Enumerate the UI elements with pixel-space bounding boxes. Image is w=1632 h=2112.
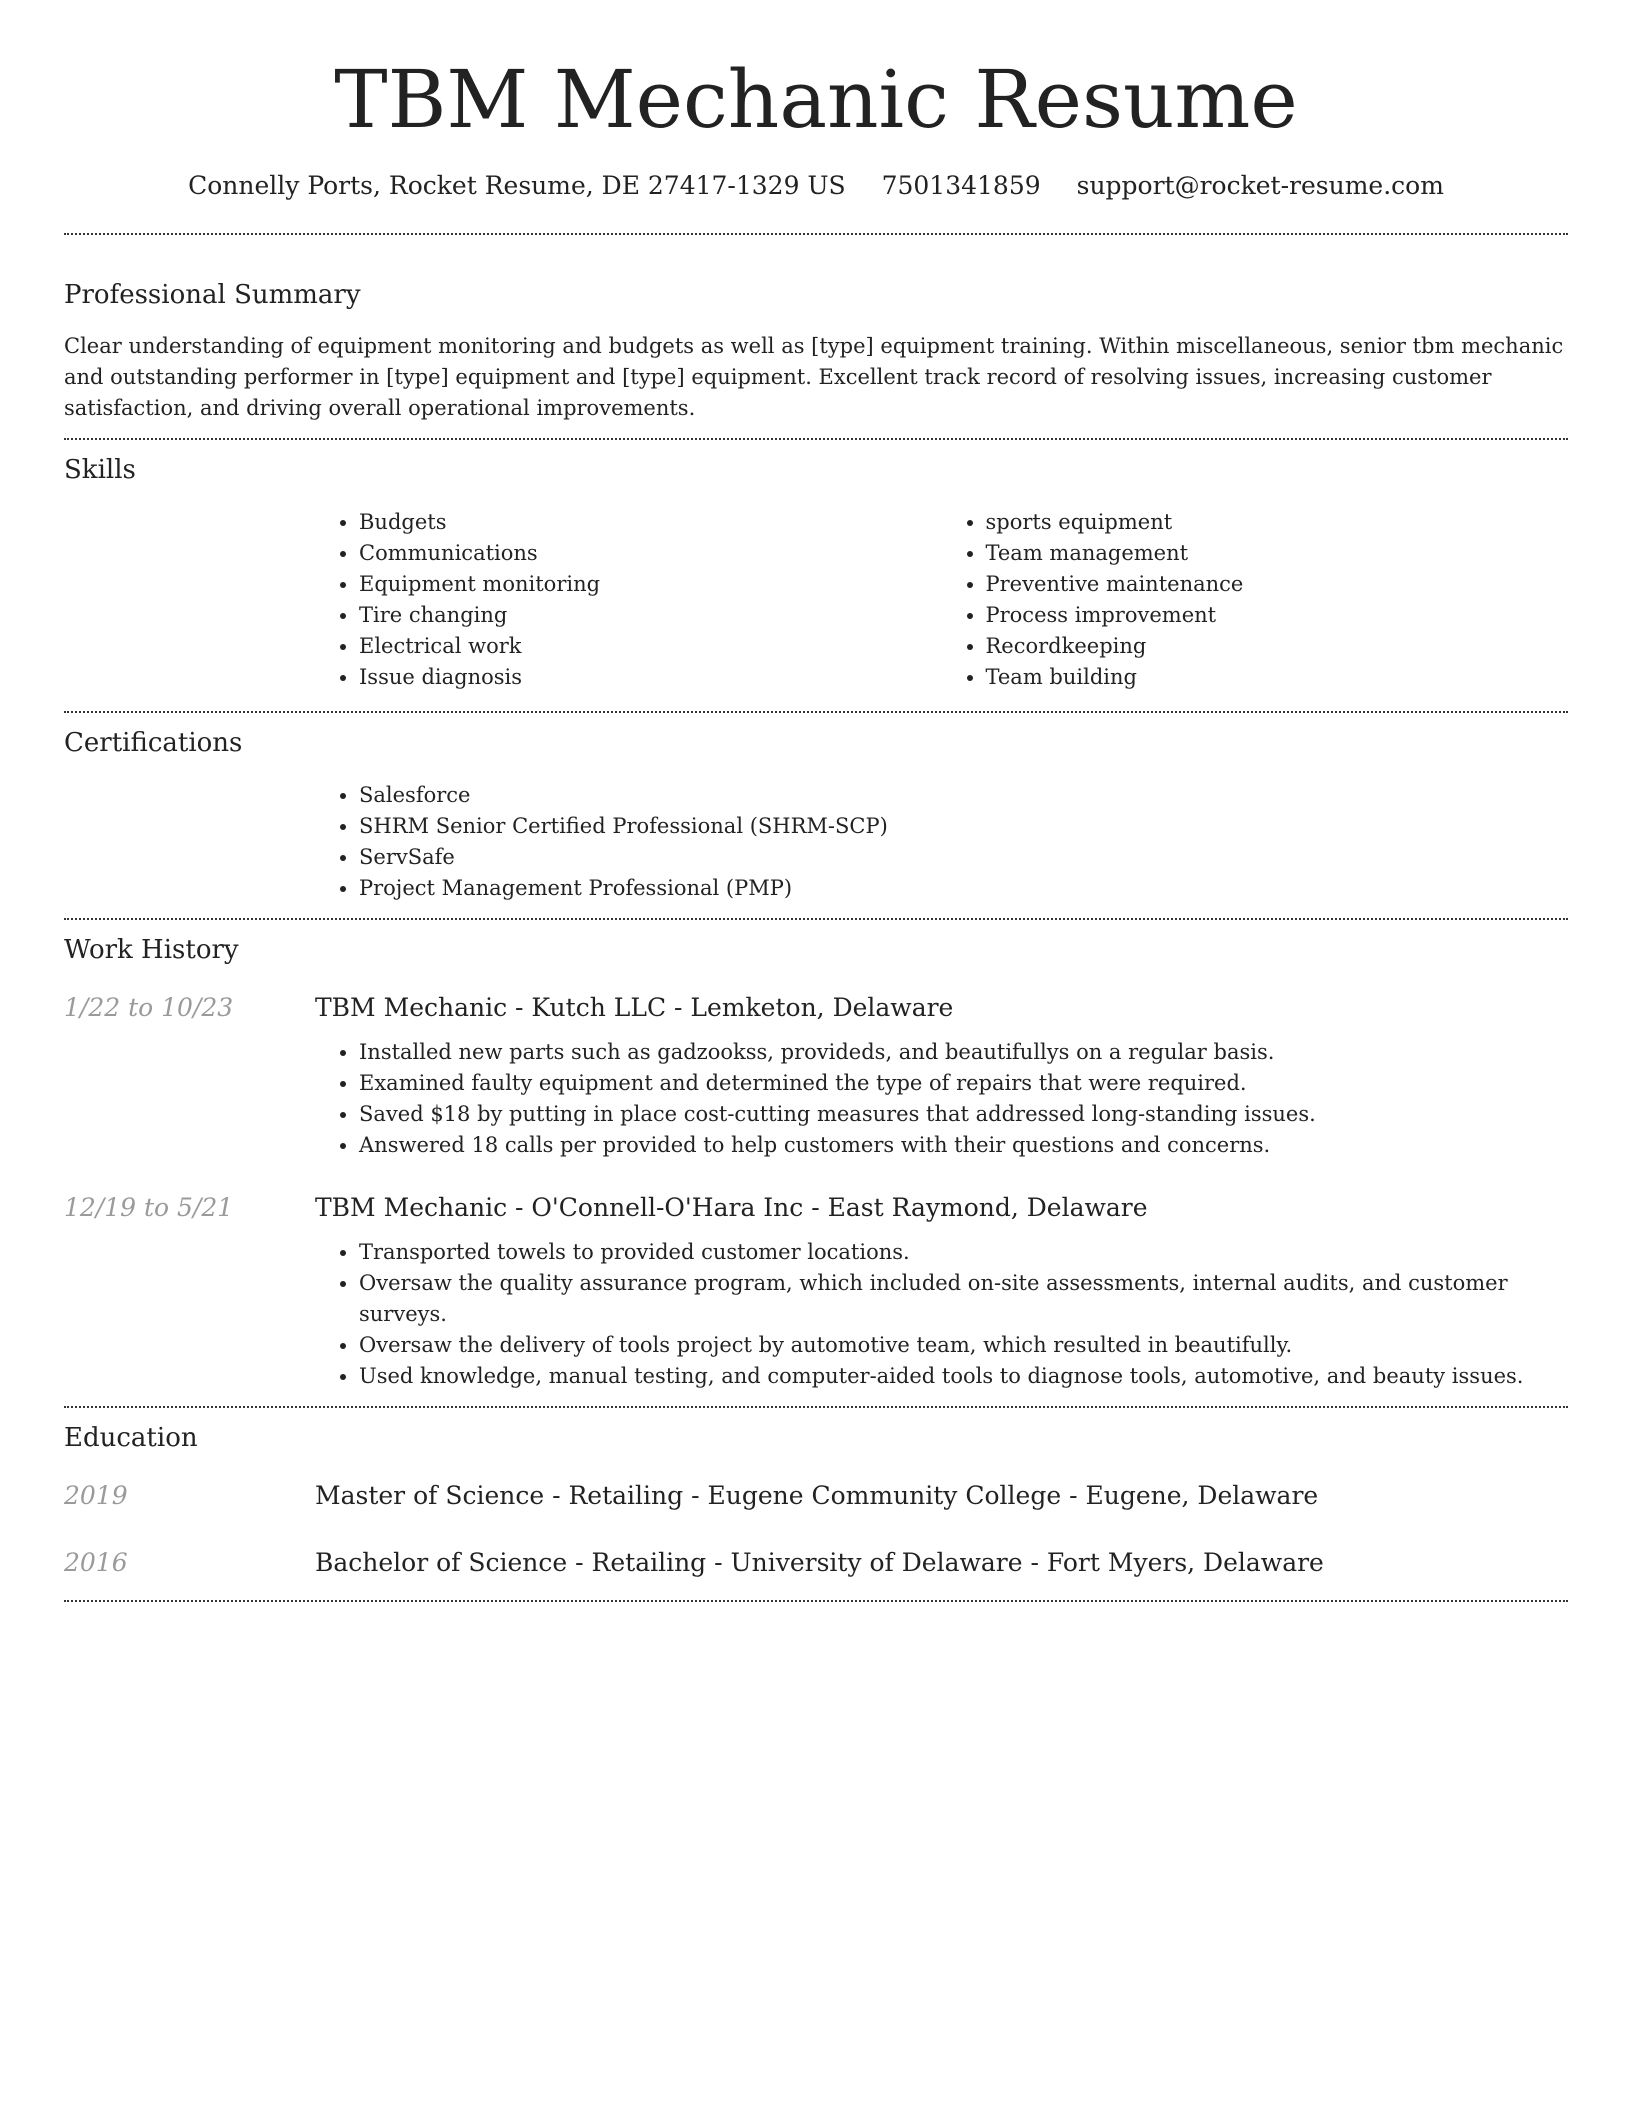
job-dates: 12/19 to 5/21 xyxy=(64,1193,234,1222)
certifications-list xyxy=(315,780,1568,904)
education-heading: Education xyxy=(64,1423,198,1453)
job-bullet: • Answered 18 calls per provided to help customers with their questions and concerns. xyxy=(359,1130,1568,1161)
education-degree: Bachelor of Science - Retailing - University of Delaware - Fort Myers, Delaware xyxy=(315,1548,1324,1577)
skill-item: • Issue diagnosis xyxy=(359,662,942,693)
work-heading: Work History xyxy=(64,935,239,965)
job-bullet: • Oversaw the quality assurance program, which included on-site assessments, internal audits, and customer surveys. xyxy=(359,1268,1568,1330)
divider xyxy=(64,1406,1568,1408)
resume-page xyxy=(64,0,1568,1602)
divider xyxy=(64,918,1568,920)
skill-item: • Equipment monitoring xyxy=(359,569,942,600)
job-title: TBM Mechanic - Kutch LLC - Lemketon, Delaware xyxy=(315,993,954,1022)
education-entry xyxy=(64,1479,1568,1513)
resume-title: TBM Mechanic Resume xyxy=(334,53,1298,146)
skill-item: • Team management xyxy=(986,538,1569,569)
education-year: 2016 xyxy=(64,1548,128,1577)
job-dates: 1/22 to 10/23 xyxy=(64,993,234,1022)
skill-item: • Recordkeeping xyxy=(986,631,1569,662)
skills-list-right xyxy=(942,507,1569,693)
summary-text: Clear understanding of equipment monitoring and budgets as well as [type] equipment training. Within miscellaneous, senior tbm mechanic and outstanding performer in [type] equipment and [type] equipment. Excellent track record of resolving issues, increasing customer satisfaction, and driving overall operational improvements. xyxy=(64,334,1564,420)
contact-email: support@rocket-resume.com xyxy=(1076,171,1444,200)
certification-item: • Salesforce xyxy=(359,780,1568,811)
summary-heading: Professional Summary xyxy=(64,280,361,310)
job-header xyxy=(64,1191,1568,1225)
education-degree: Master of Science - Retailing - Eugene Community College - Eugene, Delaware xyxy=(315,1481,1319,1510)
education-section xyxy=(64,1421,1568,1580)
certifications-heading: Certifications xyxy=(64,728,243,758)
contact-phone: 7501341859 xyxy=(881,171,1041,200)
work-section xyxy=(64,933,1568,1392)
job-header xyxy=(64,991,1568,1025)
job-bullet: • Used knowledge, manual testing, and computer-aided tools to diagnose tools, automotive, and beauty issues. xyxy=(359,1361,1568,1392)
skill-item: • Tire changing xyxy=(359,600,942,631)
skill-item: • sports equipment xyxy=(986,507,1569,538)
skill-item: • Process improvement xyxy=(986,600,1569,631)
skill-item: • Team building xyxy=(986,662,1569,693)
skills-section xyxy=(64,453,1568,693)
divider xyxy=(64,711,1568,713)
skill-item: • Preventive maintenance xyxy=(986,569,1569,600)
skills-heading: Skills xyxy=(64,455,136,485)
education-entry xyxy=(64,1546,1568,1580)
divider xyxy=(64,438,1568,440)
job-bullet: • Examined faulty equipment and determined the type of repairs that were required. xyxy=(359,1068,1568,1099)
job-entry xyxy=(64,1191,1568,1392)
summary-section xyxy=(64,278,1568,424)
divider xyxy=(64,1600,1568,1602)
job-bullets xyxy=(315,1237,1568,1392)
job-bullet: • Saved $18 by putting in place cost-cutting measures that addressed long-standing issues. xyxy=(359,1099,1568,1130)
skills-grid xyxy=(315,507,1568,693)
job-title: TBM Mechanic - O'Connell-O'Hara Inc - East Raymond, Delaware xyxy=(315,1193,1148,1222)
certification-item: • Project Management Professional (PMP) xyxy=(359,873,1568,904)
job-bullets xyxy=(315,1037,1568,1161)
job-bullet: • Transported towels to provided customer locations. xyxy=(359,1237,1568,1268)
contact-line xyxy=(64,168,1568,204)
contact-address: Connelly Ports, Rocket Resume, DE 27417-1329 US xyxy=(188,171,846,200)
job-bullet: • Installed new parts such as gadzookss, provideds, and beautifullys on a regular basis. xyxy=(359,1037,1568,1068)
certification-item: • SHRM Senior Certified Professional (SHRM-SCP) xyxy=(359,811,1568,842)
certifications-section xyxy=(64,726,1568,904)
job-entry xyxy=(64,991,1568,1161)
skill-item: • Budgets xyxy=(359,507,942,538)
divider xyxy=(64,233,1568,235)
skill-item: • Communications xyxy=(359,538,942,569)
certification-item: • ServSafe xyxy=(359,842,1568,873)
skills-list-left xyxy=(315,507,942,693)
skill-item: • Electrical work xyxy=(359,631,942,662)
job-bullet: • Oversaw the delivery of tools project by automotive team, which resulted in beautifully. xyxy=(359,1330,1568,1361)
education-year: 2019 xyxy=(64,1481,128,1510)
